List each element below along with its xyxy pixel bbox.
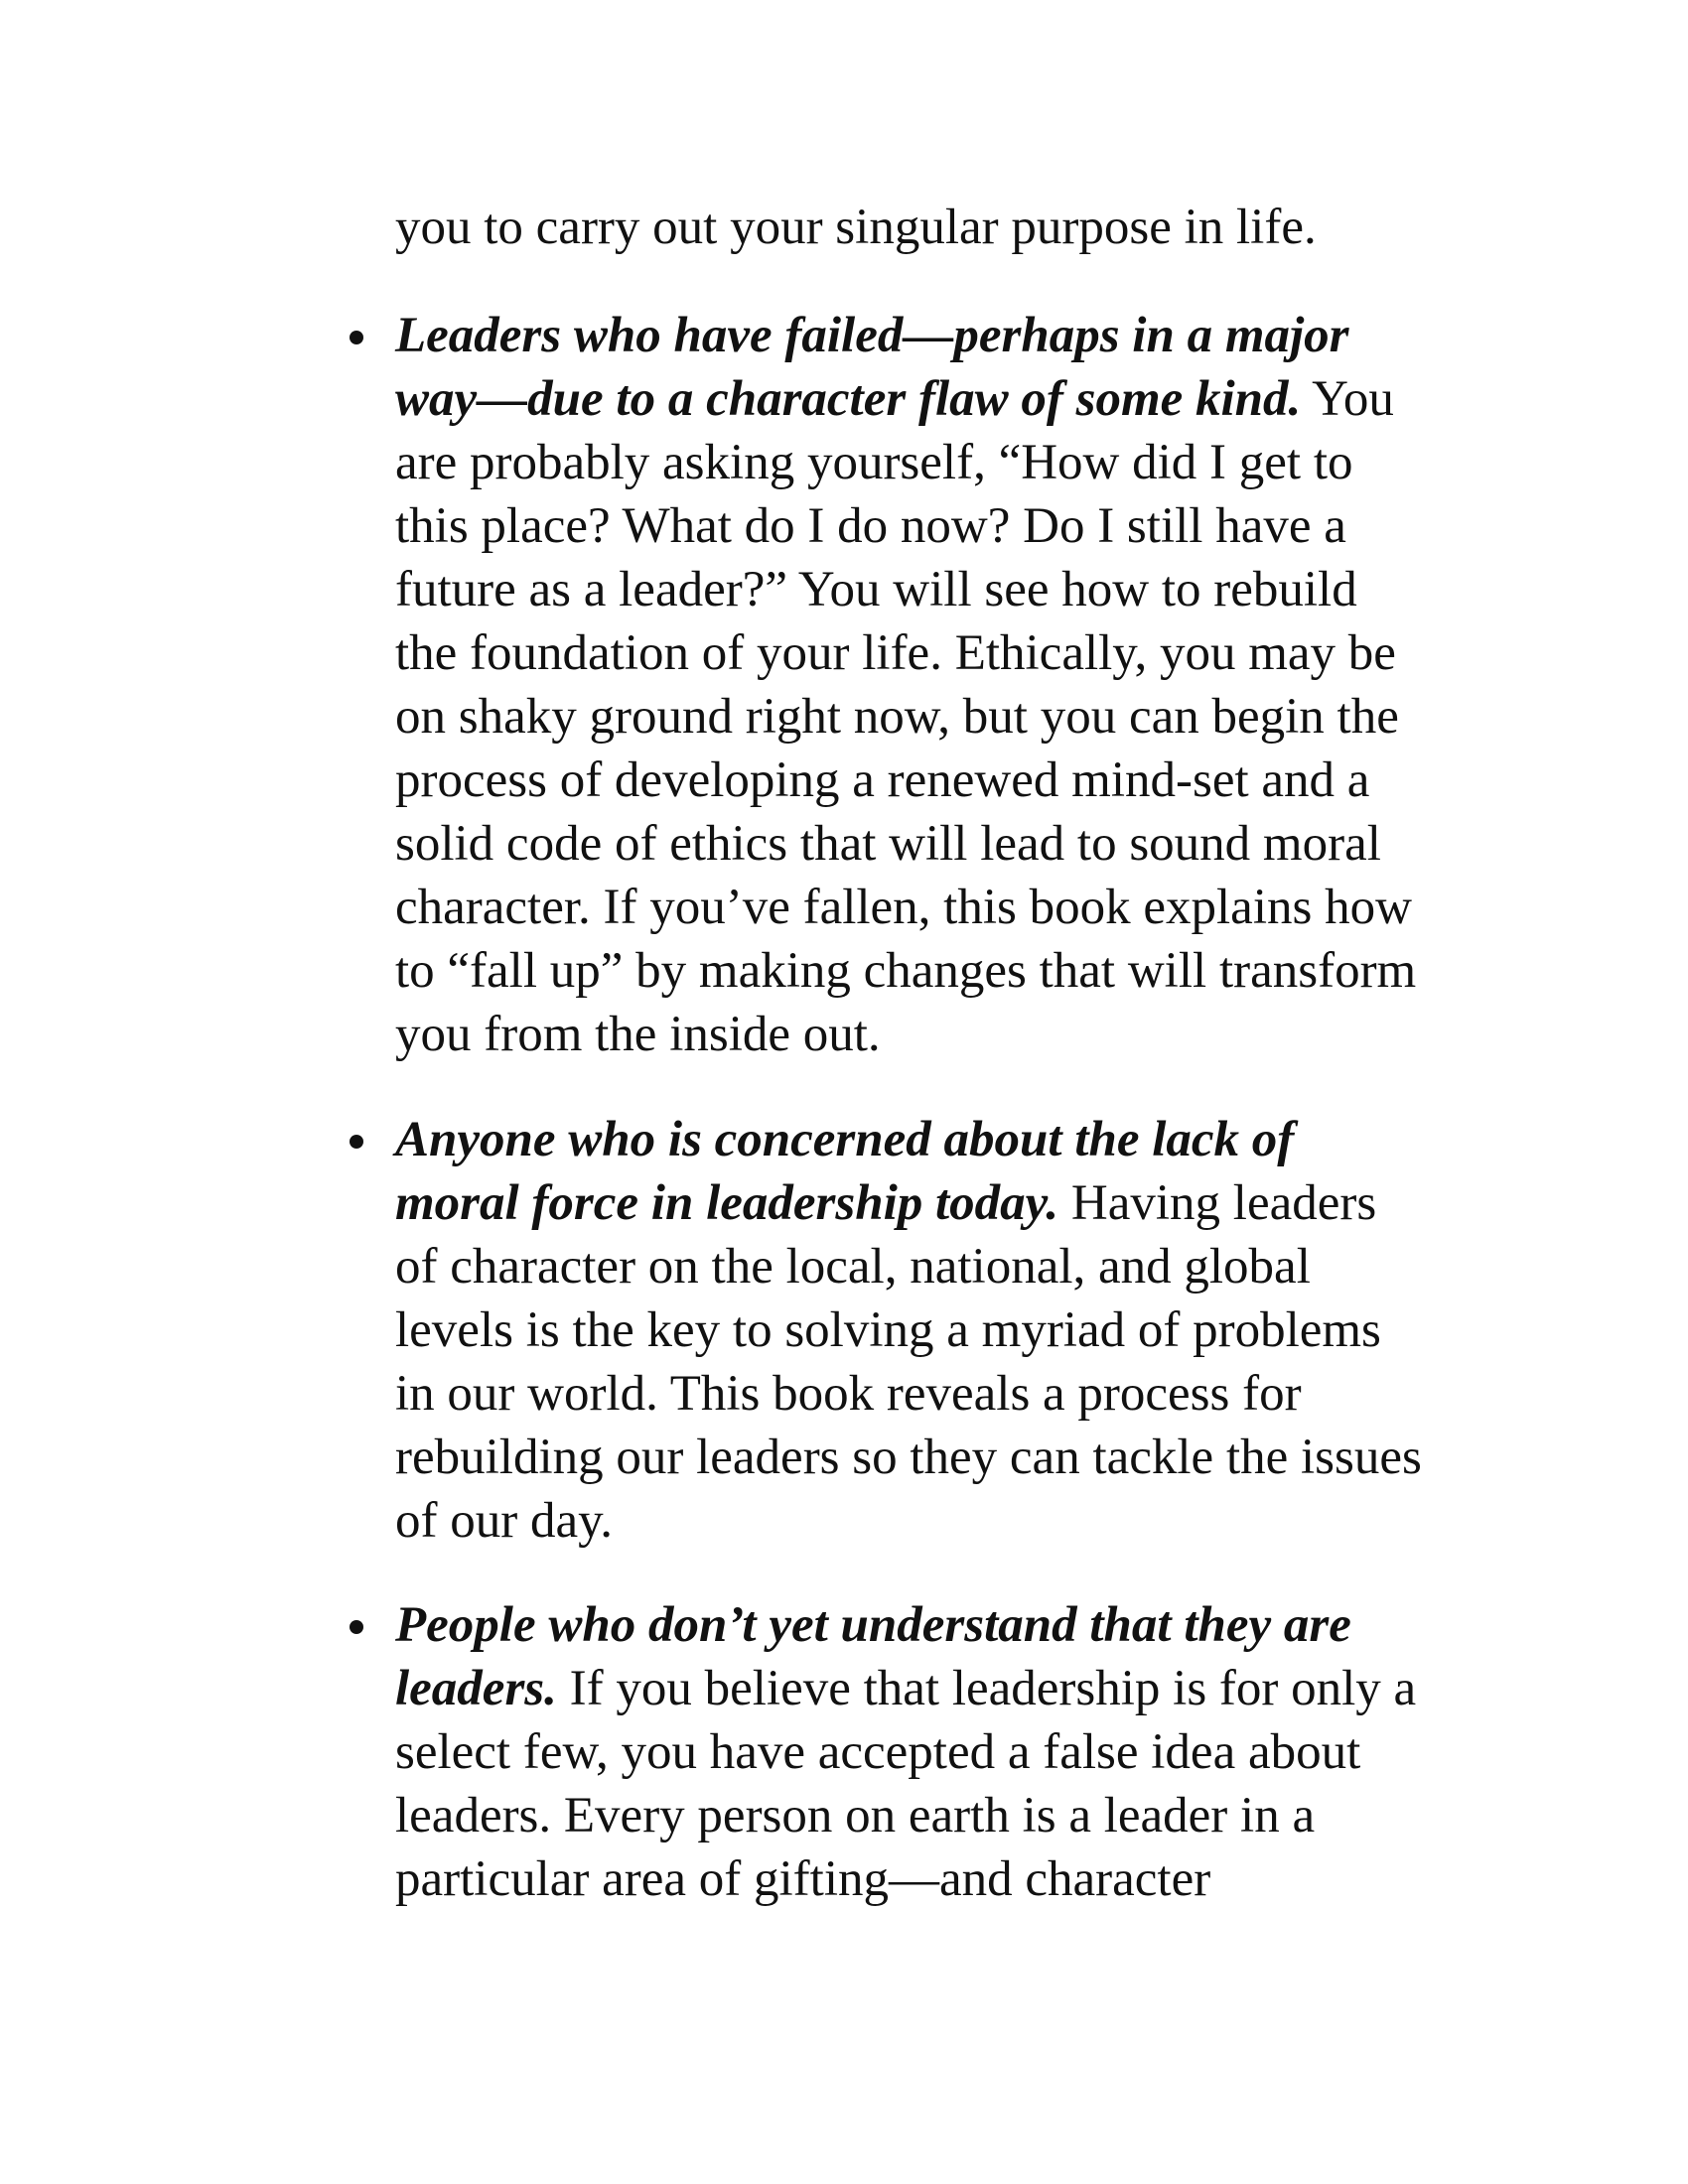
bullet-3-body-line: select few, you have accepted a false idea about: [395, 1724, 1361, 1780]
bullet-2-body-line: in our world. This book reveals a process for: [395, 1366, 1302, 1422]
continuation-line: you to carry out your singular purpose in life.: [395, 200, 1317, 255]
bullet-1-body-line: character. If you’ve fallen, this book explains how: [395, 880, 1412, 935]
bullet-icon: [350, 1135, 363, 1149]
bullet-2-body-line: rebuilding our leaders so they can tackle the issues: [395, 1430, 1422, 1485]
bullet-1-lead-line: way—due to a character flaw of some kind.: [395, 371, 1302, 427]
bullet-1-body-line: solid code of ethics that will lead to sound moral: [395, 816, 1381, 872]
bullet-1-body-line: you from the inside out.: [395, 1007, 881, 1062]
bullet-2-line: [395, 1171, 1376, 1235]
bullet-1-body-line: process of developing a renewed mind-set and a: [395, 752, 1370, 808]
bullet-2-text: Having leaders: [1058, 1175, 1377, 1231]
bullet-1-line: [395, 367, 1394, 431]
bullet-3-body-line: particular area of gifting—and character: [395, 1851, 1211, 1907]
bullet-1-body-line: are probably asking yourself, “How did I get to: [395, 435, 1353, 490]
bullet-icon: [350, 1620, 363, 1634]
bullet-1-lead-line: Leaders who have failed—perhaps in a major: [395, 308, 1349, 363]
bullet-1-body-line: the foundation of your life. Ethically, you may be: [395, 625, 1396, 681]
bullet-2-lead-line: Anyone who is concerned about the lack of: [395, 1112, 1295, 1167]
bullet-1-text: You: [1301, 371, 1394, 427]
bullet-3-text: If you believe that leadership is for only a: [556, 1661, 1417, 1716]
bullet-1-body-line: this place? What do I do now? Do I still have a: [395, 498, 1346, 554]
bullet-2-body-line: levels is the key to solving a myriad of problems: [395, 1302, 1381, 1358]
bullet-3-lead-line: People who don’t yet understand that they are: [395, 1597, 1351, 1653]
bullet-3-lead-line: leaders.: [395, 1661, 557, 1716]
bullet-2-body-line: of character on the local, national, and global: [395, 1239, 1311, 1295]
bullet-2-body-line: of our day.: [395, 1493, 614, 1549]
bullet-1-body-line: on shaky ground right now, but you can begin the: [395, 689, 1399, 745]
bullet-3-body-line: leaders. Every person on earth is a leader in a: [395, 1788, 1316, 1843]
bullet-icon: [350, 331, 363, 344]
bullet-2-lead-line: moral force in leadership today.: [395, 1175, 1059, 1231]
bullet-1-body-line: to “fall up” by making changes that will transform: [395, 943, 1417, 999]
bullet-3-line: [395, 1657, 1416, 1720]
bullet-1-body-line: future as a leader?” You will see how to rebuild: [395, 562, 1357, 617]
